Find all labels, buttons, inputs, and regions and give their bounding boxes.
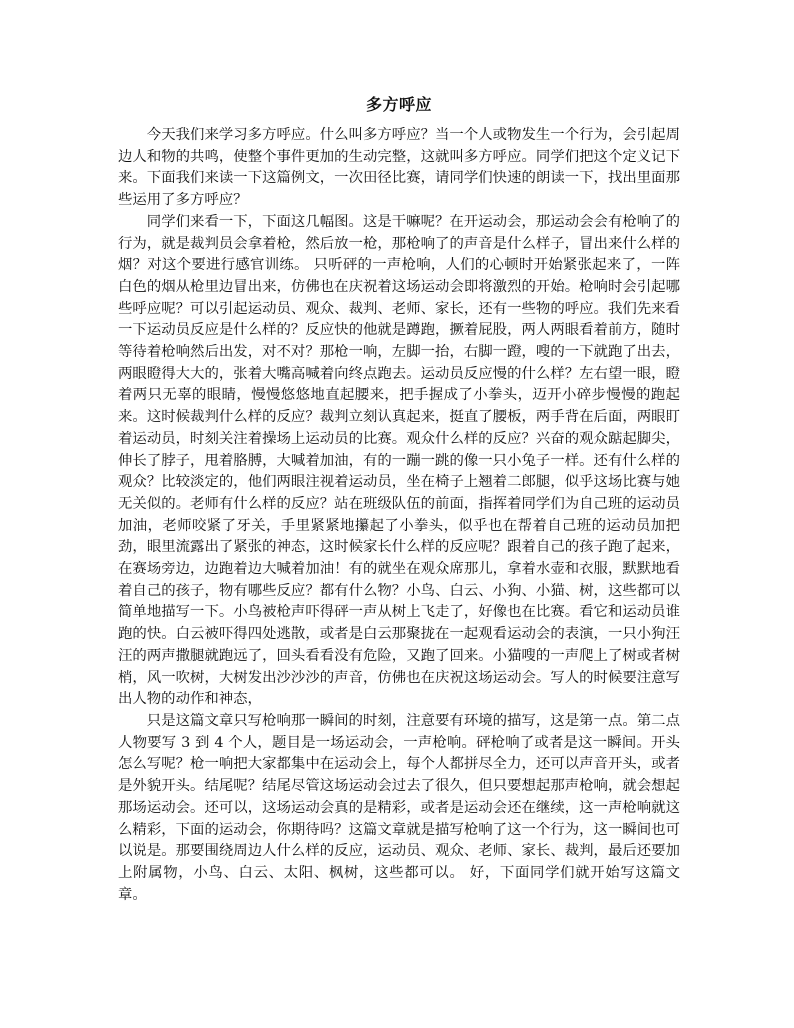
paragraph-example-analysis: 同学们来看一下，下面这几幅图。这是干嘛呢？在开运动会，那运动会会有枪响了的行为，就是裁判员会拿着枪，然后放一枪，那枪响了的声音是什么样子，冒出来什么样的烟？对这个要进行感官训练。 只听砰的一声枪响，人们的心顿时开始紧张起来了，一阵白色的烟从枪里边冒出来，仿佛也在庆祝着这场运动会即将激烈的开始。枪响时会引起哪些呼应呢？可以引起运动员、观众、裁判、老师、家长，还有一些物的呼应。我们先来看一下运动员反应是什么样的？反应快的他就是蹲跑，撅着屁股，两人两眼看着前方，随时等待着枪响然后出发，对不对？那枪一响，左脚一抬，右脚一蹬，嗖的一下就跑了出去，两眼瞪得大大的，张着大嘴高喊着向终点跑去。运动员反应慢的什么样？左右望一眼，瞪着两只无辜的眼睛，慢慢悠悠地直起腰来，把手握成了小拳头，迈开小碎步慢慢的跑起来。这时候裁判什么样的反应？裁判立刻认真起来，挺直了腰板，两手背在后面，两眼盯着运动员，时刻关注着操场上运动员的比赛。观众什么样的反应？兴奋的观众踮起脚尖，伸长了脖子，甩着胳膊，大喊着加油，有的一蹦一跳的像一只小兔子一样。还有什么样的观众？比较淡定的，他们两眼注视着运动员，坐在椅子上翘着二郎腿，似乎这场比赛与她无关似的。老师有什么样的反应？站在班级队伍的前面，指挥着同学们为自己班的运动员加油，老师咬紧了牙关，手里紧紧地攥起了小拳头，似乎也在帮着自己班的运动员加把劲，眼里流露出了紧张的神态，这时候家长什么样的反应呢？跟着自己的孩子跑了起来，在赛场旁边，边跑着边大喊着加油！有的就坐在观众席那儿，拿着水壶和衣服，默默地看着自己的孩子，物有哪些反应？都有什么物？小鸟、白云、小狗、小猫、树，这些都可以简单地描写一下。小鸟被枪声吓得砰一声从树上飞走了，好像也在比赛。看它和运动员谁跑的快。白云被吓得四处逃散，或者是白云那聚拢在一起观看运动会的表演，一只小狗汪汪的两声撒腿就跑远了，回头看看没有危险，又跑了回来。小猫嗖的一声爬上了树或者树梢，风一吹树，大树发出沙沙沙的声音，仿佛也在庆祝这场运动会。写人的时候要注意写出人物的动作和神态， — [118, 213, 680, 708]
document-page — [118, 92, 680, 906]
paragraph-intro: 今天我们来学习多方呼应。什么叫多方呼应？当一个人或物发生一个行为，会引起周边人和物的共鸣，使整个事件更加的生动完整，这就叫多方呼应。同学们把这个定义记下来。下面我们来读一下这篇例文，一次田径比赛，请同学们快速的朗读一下，找出里面那些运用了多方呼应？ — [118, 127, 680, 209]
paragraph-writing-guide: 只是这篇文章只写枪响那一瞬间的时刻，注意要有环境的描写，这是第一点。第二点人物要写 3 到 4 个人，题目是一场运动会，一声枪响。砰枪响了或者是这一瞬间。开头怎么写呢？枪一响把大家都集中在运动会上，每个人都拼尽全力，还可以声音开头，或者是外貌开头。结尾呢？结尾尽管这场运动会过去了很久，但只要想起那声枪响，就会想起那场运动会。还可以，这场运动会真的是精彩，或者是运动会还在继续，这一声枪响就这么精彩，下面的运动会，你期待吗？这篇文章就是描写枪响了这一个行为，这一瞬间也可以说是。那要围绕周边人什么样的反应，运动员、观众、老师、家长、裁判，最后还要加上附属物，小鸟、白云、太阳、枫树，这些都可以。 好，下面同学们就开始写这篇文章。 — [118, 712, 680, 903]
page-title: 多方呼应 — [365, 95, 432, 114]
